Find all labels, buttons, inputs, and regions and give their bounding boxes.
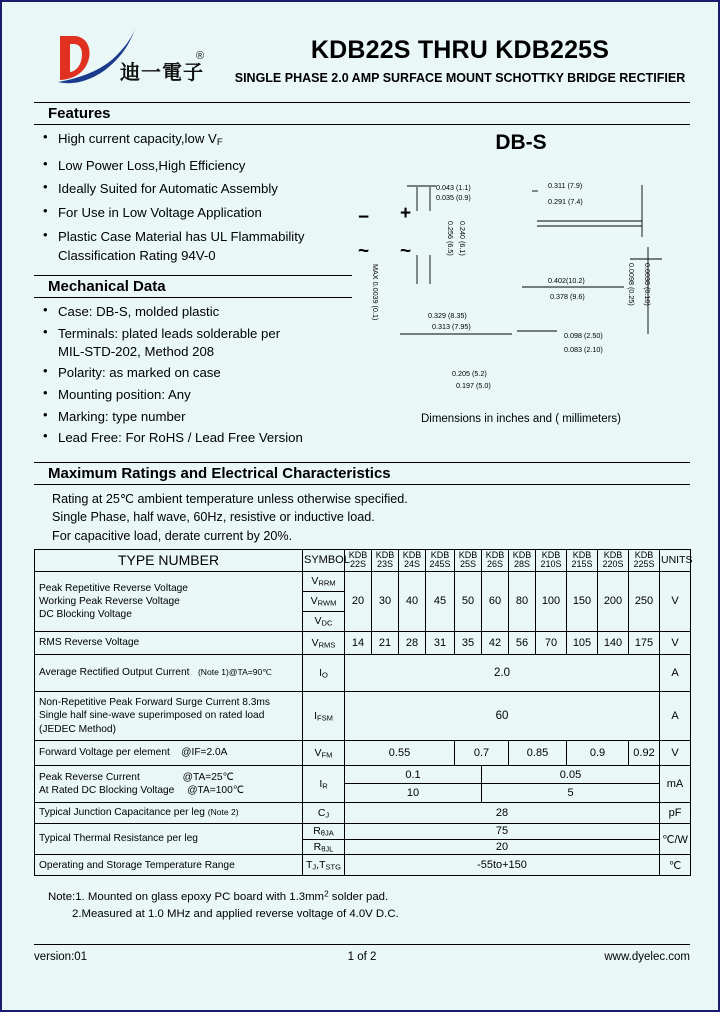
package-drawing (352, 125, 690, 452)
package-caption: Dimensions in inches and ( millimeters) (420, 413, 622, 425)
list-item-continuation: Classification Rating 94V-0 (58, 248, 216, 264)
footer-page-number: 1 of 2 (347, 951, 377, 963)
polarity-ac-1: ~ (358, 241, 370, 262)
footer-website[interactable]: www.dyelec.com (604, 951, 691, 963)
table-row (35, 631, 691, 654)
list-item: • Polarity: as marked on case (34, 365, 352, 380)
footnote-superscript: 2 (324, 889, 329, 899)
dimension-label: 0.205 (5.2) (452, 369, 487, 378)
column-header-device: KDB 24S (399, 549, 426, 571)
ratings-conditions (52, 490, 690, 545)
page-footer (34, 944, 690, 963)
value-cell: 70 (536, 631, 567, 654)
registered-mark: ® (196, 50, 205, 62)
list-item: • Case: DB-S, molded plastic (34, 304, 352, 319)
value-cell: 0.7 (455, 740, 509, 765)
row-label-output-current: Average Rectified Output Current (Note 1)@TA=90℃ (35, 654, 303, 691)
value-cell: 35 (455, 631, 482, 654)
features-heading: Features (34, 102, 690, 125)
list-item: • Ideally Suited for Automatic Assembly (34, 181, 352, 196)
package-outline-drawing (352, 159, 672, 409)
symbol-cell: $V_{FM}$ (303, 740, 345, 765)
value-cell: -55to+150 (345, 855, 660, 876)
row-label-surge-current: Non-Repetitive Peak Forward Surge Current 8.3ms Single half sine-wave superimposed on rated load (JEDEC Method) (35, 691, 303, 740)
feature-text: High current capacity,low V (58, 131, 217, 146)
list-item (34, 131, 352, 149)
unit-cell: V (660, 740, 691, 765)
symbol-cell: $C_J$ (303, 802, 345, 823)
dimension-label: 0.313 (7.95) (432, 322, 471, 331)
table-row (35, 855, 691, 876)
list-item: • Mounting position: Any (34, 387, 352, 402)
specifications-table (34, 549, 691, 876)
value-cell: 250 (629, 571, 660, 631)
table-row (35, 765, 691, 784)
row-label-thermal-resistance: Typical Thermal Resistance per leg (35, 823, 303, 854)
column-header-device: KDB 26S (482, 549, 509, 571)
value-cell: 30 (372, 571, 399, 631)
symbol-cell: $V_{RRM}$ (303, 571, 345, 591)
column-header-units: UNITS (660, 549, 691, 571)
ratings-condition-line: Rating at 25℃ ambient temperature unless otherwise specified. (52, 492, 408, 507)
column-header-device: KDB 220S (598, 549, 629, 571)
features-list (34, 131, 352, 263)
column-header-type: TYPE NUMBER (35, 549, 303, 571)
value-cell: 80 (509, 571, 536, 631)
value-cell: 20 (345, 571, 372, 631)
value-cell: 21 (372, 631, 399, 654)
table-row (35, 740, 691, 765)
value-cell: 10 (345, 784, 482, 803)
row-label-junction-capacitance: Typical Junction Capacitance per leg (Note 2) (35, 802, 303, 823)
dimension-label: 0.043 (1.1) (436, 183, 471, 192)
column-header-device: KDB 25S (455, 549, 482, 571)
page-title: KDB22S THRU KDB225S (310, 36, 610, 64)
value-cell: 56 (509, 631, 536, 654)
dimension-label: 0.311 (7.9) (548, 181, 583, 190)
dimension-label: 0.0098 (0.25) (627, 263, 636, 306)
ratings-condition-line: Single Phase, half wave, 60Hz, resistive or inductive load. (52, 510, 375, 525)
unit-cell: mA (660, 765, 691, 802)
page-subtitle: SINGLE PHASE 2.0 AMP SURFACE MOUNT SCHOTTKY BRIDGE RECTIFIER (234, 71, 686, 85)
value-cell: 0.05 (482, 765, 660, 784)
row-label-forward-voltage: Forward Voltage per element @IF=2.0A (35, 740, 303, 765)
mechanical-data-heading: Mechanical Data (34, 275, 352, 298)
column-header-device: KDB 23S (372, 549, 399, 571)
list-item: • Lead Free: For RoHS / Lead Free Version (34, 430, 352, 445)
value-cell: 60 (482, 571, 509, 631)
list-item: • Plastic Case Material has UL Flammability (34, 229, 352, 244)
dimension-label: MAX 0.0039 (0.1) (371, 264, 380, 321)
value-cell: 0.92 (629, 740, 660, 765)
ratings-heading: Maximum Ratings and Electrical Characteristics (34, 462, 690, 485)
logo-chinese-text: 迪一電子 (120, 60, 204, 84)
list-item: • Terminals: plated leads solderable per (34, 326, 352, 341)
symbol-cell: $V_{DC}$ (303, 611, 345, 631)
column-header-device: KDB 225S (629, 549, 660, 571)
value-cell: 150 (567, 571, 598, 631)
column-header-device: KDB 22S (345, 549, 372, 571)
value-cell: 40 (399, 571, 426, 631)
symbol-cell: $T_J,T_{STG}$ (303, 855, 345, 876)
unit-cell: A (660, 691, 691, 740)
value-cell: 0.85 (509, 740, 567, 765)
mechanical-data-list (34, 304, 352, 445)
value-cell: 2.0 (345, 654, 660, 691)
column-header-device: KDB 245S (426, 549, 455, 571)
table-row (35, 571, 691, 591)
list-item: • Marking: type number (34, 409, 352, 424)
value-cell: 28 (345, 802, 660, 823)
table-row (35, 823, 691, 839)
value-cell: 31 (426, 631, 455, 654)
footnote-2: 2.Measured at 1.0 MHz and applied reverse voltage of 4.0V D.C. (72, 908, 399, 921)
dimension-label: 0.035 (0.9) (436, 193, 471, 202)
polarity-plus: + (400, 203, 412, 224)
value-cell: 0.1 (345, 765, 482, 784)
footer-version: version:01 (34, 951, 88, 963)
value-cell: 14 (345, 631, 372, 654)
dimension-label: 0.256 (6.5) (446, 221, 455, 256)
dimension-label: 0.378 (9.6) (550, 292, 585, 301)
table-header-row (35, 549, 691, 571)
list-item-continuation: MIL-STD-202, Method 208 (58, 343, 215, 359)
dimension-label: 0.197 (5.0) (456, 381, 491, 390)
row-label-temperature-range: Operating and Storage Temperature Range (35, 855, 303, 876)
list-item: • Low Power Loss,High Efficiency (34, 158, 352, 173)
symbol-cell: $V_{RWM}$ (303, 591, 345, 611)
dimension-label: 0.291 (7.4) (548, 197, 583, 206)
unit-cell: ℃/W (660, 823, 691, 854)
unit-cell: A (660, 654, 691, 691)
value-cell: 20 (345, 839, 660, 855)
value-cell: 42 (482, 631, 509, 654)
unit-cell: pF (660, 802, 691, 823)
list-item: • For Use in Low Voltage Application (34, 205, 352, 220)
footnotes (48, 888, 690, 924)
ratings-condition-line: For capacitive load, derate current by 20%. (52, 528, 293, 543)
feature-subscript: F (216, 137, 223, 149)
dimension-label: 0.402(10.2) (548, 276, 585, 285)
dimension-label: 0.240 (6.1) (458, 221, 467, 256)
value-cell: 175 (629, 631, 660, 654)
symbol-cell: $I_O$ (303, 654, 345, 691)
value-cell: 28 (399, 631, 426, 654)
value-cell: 60 (345, 691, 660, 740)
row-label-reverse-current: Peak Reverse Current @TA=25℃ At Rated DC Blocking Voltage @TA=100℃ (35, 765, 303, 802)
value-cell: 45 (426, 571, 455, 631)
company-logo (34, 20, 230, 94)
column-header-device: KDB 28S (509, 549, 536, 571)
value-cell: 0.9 (567, 740, 629, 765)
polarity-ac-2: ~ (400, 241, 412, 262)
symbol-cell: $V_{RMS}$ (303, 631, 345, 654)
polarity-minus: − (358, 207, 370, 228)
value-cell: 0.55 (345, 740, 455, 765)
column-header-device: KDB 210S (536, 549, 567, 571)
column-header-symbol: SYMBOL (303, 549, 345, 571)
value-cell: 105 (567, 631, 598, 654)
unit-cell: ℃ (660, 855, 691, 876)
page-header (34, 20, 690, 98)
dimension-label: 0.083 (2.10) (564, 345, 603, 354)
package-name: DB-S (495, 131, 547, 154)
column-header-device: KDB 215S (567, 549, 598, 571)
symbol-cell: $I_{FSM}$ (303, 691, 345, 740)
value-cell: 75 (345, 823, 660, 839)
row-label-reverse-voltage: Peak Repetitive Reverse Voltage Working Peak Reverse Voltage DC Blocking Voltage (35, 571, 303, 631)
table-row (35, 691, 691, 740)
value-cell: 140 (598, 631, 629, 654)
unit-cell: V (660, 631, 691, 654)
unit-cell: V (660, 571, 691, 631)
table-row (35, 802, 691, 823)
dimension-label: 0.098 (2.50) (564, 331, 603, 340)
symbol-cell: $R_{\theta JA}$ (303, 823, 345, 839)
symbol-cell: $I_R$ (303, 765, 345, 802)
value-cell: 100 (536, 571, 567, 631)
footnote-1: Note:1. Mounted on glass epoxy PC board with $1.3mm^2$ solder pad. (48, 889, 389, 903)
value-cell: 50 (455, 571, 482, 631)
dimension-label: 0.329 (8.35) (428, 311, 467, 320)
row-label-rms-reverse-voltage: RMS Reverse Voltage (35, 631, 303, 654)
symbol-cell: $R_{\theta JL}$ (303, 839, 345, 855)
value-cell: 5 (482, 784, 660, 803)
dimension-label: 0.0038 (0.10) (643, 263, 652, 306)
value-cell: 200 (598, 571, 629, 631)
table-row (35, 654, 691, 691)
